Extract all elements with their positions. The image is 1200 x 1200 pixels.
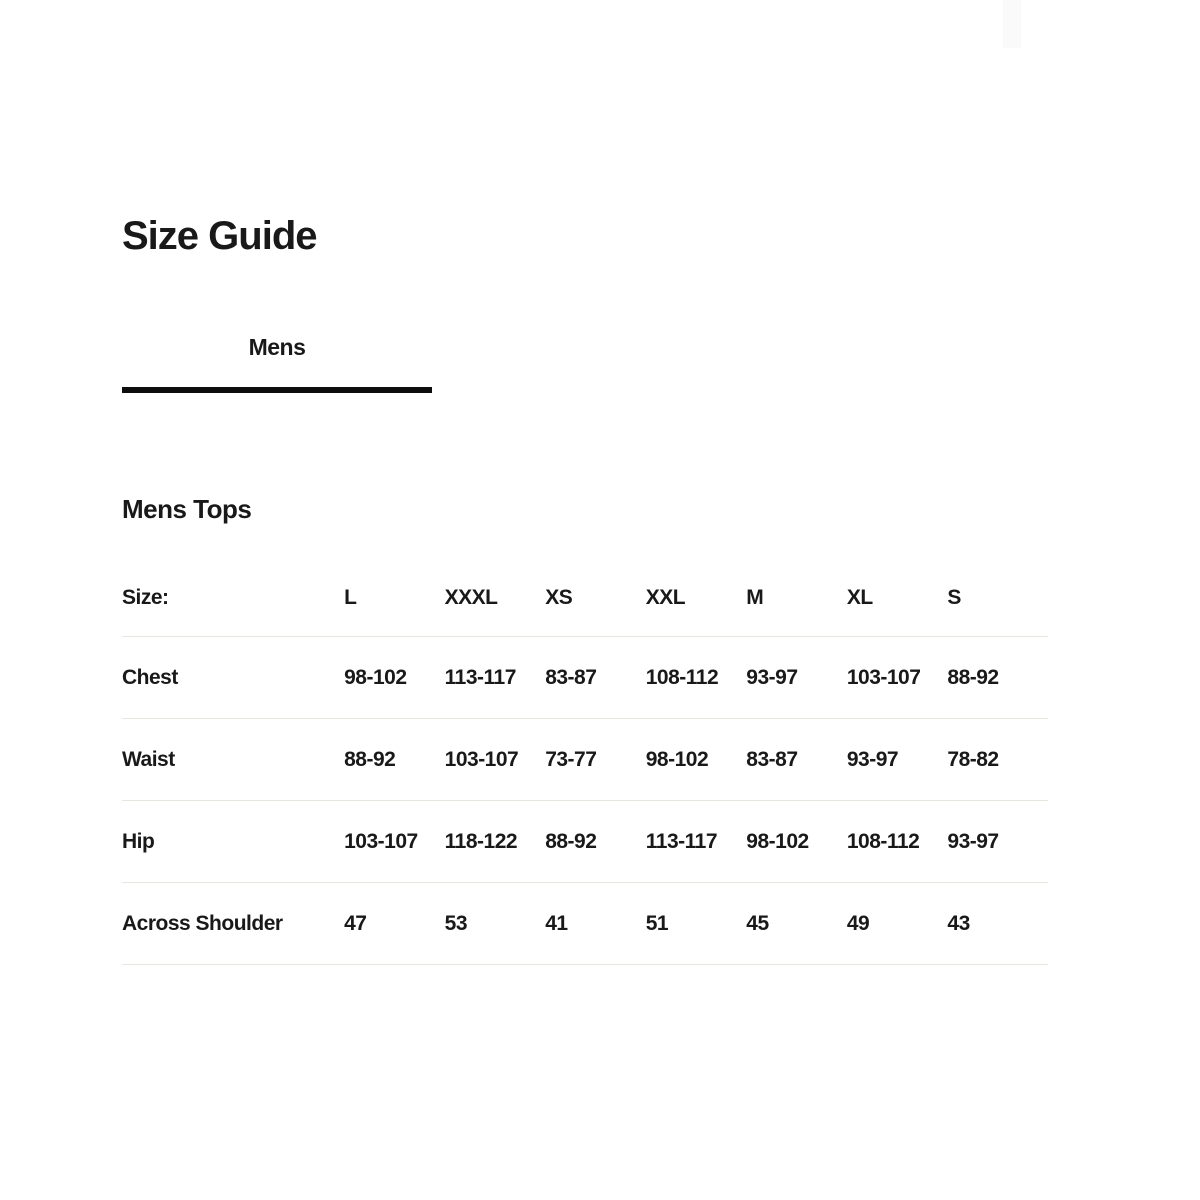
table-cell: 118-122 (445, 801, 546, 883)
table-row-hip (122, 801, 1048, 883)
table-cell: 98-102 (646, 719, 747, 801)
table-cell: 78-82 (947, 719, 1048, 801)
table-cell: 73-77 (545, 719, 646, 801)
table-cell: 98-102 (344, 637, 445, 719)
row-label-hip: Hip (122, 801, 344, 883)
size-table (122, 586, 1048, 965)
table-cell: 53 (445, 883, 546, 965)
table-cell: 103-107 (344, 801, 445, 883)
size-guide-page (122, 0, 1048, 965)
size-column-header-s: S (947, 586, 1048, 637)
table-cell: 41 (545, 883, 646, 965)
table-cell: 108-112 (646, 637, 747, 719)
size-column-header-xl: XL (847, 586, 948, 637)
size-column-header-m: M (746, 586, 847, 637)
size-column-header-l: L (344, 586, 445, 637)
row-label-across-shoulder: Across Shoulder (122, 883, 344, 965)
table-cell: 113-117 (646, 801, 747, 883)
table-row-chest (122, 637, 1048, 719)
page-title: Size Guide (122, 214, 317, 258)
table-cell: 98-102 (746, 801, 847, 883)
row-label-chest: Chest (122, 637, 344, 719)
size-column-header-xs: XS (545, 586, 646, 637)
table-row-waist (122, 719, 1048, 801)
table-cell: 51 (646, 883, 747, 965)
table-cell: 83-87 (545, 637, 646, 719)
table-cell: 113-117 (445, 637, 546, 719)
table-cell: 43 (947, 883, 1048, 965)
table-cell: 108-112 (847, 801, 948, 883)
tab-mens[interactable] (122, 336, 432, 393)
table-cell: 88-92 (344, 719, 445, 801)
tab-mens-label: Mens (248, 334, 306, 360)
table-cell: 88-92 (947, 637, 1048, 719)
table-cell: 93-97 (847, 719, 948, 801)
size-column-header-xxl: XXL (646, 586, 747, 637)
section-heading-mens-tops: Mens Tops (122, 494, 252, 524)
size-table-header-row (122, 586, 1048, 637)
table-cell: 93-97 (746, 637, 847, 719)
table-cell: 93-97 (947, 801, 1048, 883)
table-cell: 103-107 (847, 637, 948, 719)
table-cell: 88-92 (545, 801, 646, 883)
table-cell: 47 (344, 883, 445, 965)
table-cell: 83-87 (746, 719, 847, 801)
table-cell: 103-107 (445, 719, 546, 801)
size-column-header-xxxl: XXXL (445, 586, 546, 637)
size-table-header-label: Size: (122, 586, 344, 637)
table-cell: 45 (746, 883, 847, 965)
table-row-across-shoulder (122, 883, 1048, 965)
table-cell: 49 (847, 883, 948, 965)
row-label-waist: Waist (122, 719, 344, 801)
